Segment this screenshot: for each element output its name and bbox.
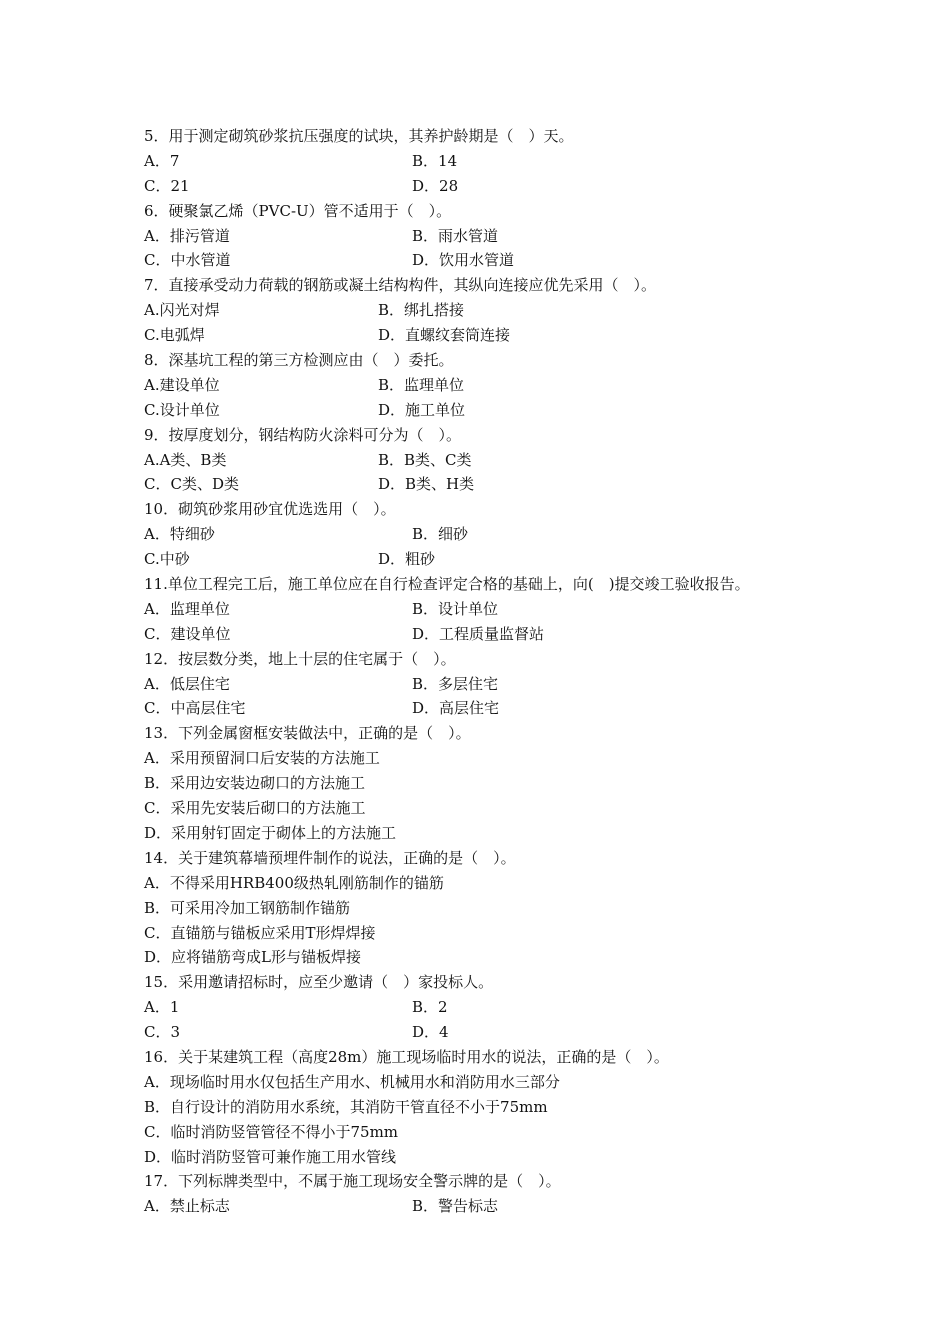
answer-option: D．高层住宅 [412, 699, 500, 718]
answer-option: B．细砂 [412, 525, 469, 544]
answer-option: D．施工单位 [378, 400, 466, 419]
answer-option: B．14 [412, 151, 458, 170]
question-stem: 12．按层数分类，地上十层的住宅属于（ ）。 [144, 649, 456, 668]
answer-option: A．低层住宅 [144, 674, 230, 693]
answer-option: B．可采用冷加工钢筋制作锚筋 [144, 898, 351, 917]
answer-option: B．监理单位 [378, 375, 465, 394]
question-stem: 10．砌筑砂浆用砂宜优选选用（ ）。 [144, 500, 396, 519]
answer-option-row [144, 174, 844, 199]
answer-option: A．监理单位 [144, 599, 230, 618]
answer-option-row [144, 224, 844, 249]
answer-option-row [144, 921, 844, 946]
answer-option: A．7 [144, 151, 180, 170]
question-stem: 6．硬聚氯乙烯（PVC-U）管不适用于（ ）。 [144, 201, 452, 220]
question-stem: 11.单位工程完工后，施工单位应在自行检查评定合格的基础上，向( )提交竣工验收报告。 [144, 575, 750, 594]
question-stem: 17．下列标牌类型中，不属于施工现场安全警示牌的是（ ）。 [144, 1172, 561, 1191]
answer-option: B．采用边安装边砌口的方法施工 [144, 774, 366, 793]
question-stem: 7．直接承受动力荷载的钢筋或凝土结构构件，其纵向连接应优先采用（ ）。 [144, 276, 657, 295]
answer-option-row [144, 1145, 844, 1170]
answer-option-row [144, 771, 844, 796]
answer-option-row [144, 1020, 844, 1045]
answer-option-row [144, 398, 844, 423]
answer-option-row [144, 995, 844, 1020]
answer-option: D．28 [412, 176, 459, 195]
answer-option: C．21 [144, 176, 190, 195]
answer-option: B．多层住宅 [412, 674, 499, 693]
answer-option: C.设计单位 [144, 400, 220, 419]
answer-option-row [144, 896, 844, 921]
answer-option-row [144, 298, 844, 323]
answer-option-row [144, 945, 844, 970]
answer-option-row [144, 821, 844, 846]
answer-option-row [144, 597, 844, 622]
answer-option: D．临时消防竖管可兼作施工用水管线 [144, 1147, 397, 1166]
answer-option: C．直锚筋与锚板应采用T形焊焊接 [144, 923, 376, 942]
answer-option-row [144, 1194, 844, 1219]
answer-option: A.闪光对焊 [144, 301, 220, 320]
answer-option-row [144, 547, 844, 572]
question-list [144, 124, 844, 1219]
answer-option: A．采用预留洞口后安装的方法施工 [144, 749, 380, 768]
answer-option: D．采用射钉固定于砌体上的方法施工 [144, 823, 397, 842]
answer-option: A．现场临时用水仅包括生产用水、机械用水和消防用水三部分 [144, 1072, 560, 1091]
answer-option-row [144, 1120, 844, 1145]
answer-option: A．不得采用HRB400级热轧刚筋制作的锚筋 [144, 873, 444, 892]
answer-option: B．B类、C类 [378, 450, 472, 469]
answer-option-row [144, 871, 844, 896]
answer-option-row [144, 522, 844, 547]
answer-option: C．C类、D类 [144, 475, 239, 494]
answer-option: D．直螺纹套筒连接 [378, 326, 511, 345]
answer-option-row [144, 796, 844, 821]
answer-option-row [144, 149, 844, 174]
answer-option: A．禁止标志 [144, 1197, 230, 1216]
answer-option: C．建设单位 [144, 624, 231, 643]
answer-option-row [144, 622, 844, 647]
answer-option-row [144, 323, 844, 348]
answer-option-row [144, 696, 844, 721]
answer-option: D．饮用水管道 [412, 251, 515, 270]
answer-option: C.电弧焊 [144, 326, 205, 345]
answer-option: B．2 [412, 998, 448, 1017]
answer-option-row [144, 472, 844, 497]
answer-option-row [144, 1070, 844, 1095]
answer-option: D．B类、H类 [378, 475, 475, 494]
answer-option: B．自行设计的消防用水系统，其消防干管直径不小于75mm [144, 1097, 548, 1116]
answer-option-row [144, 746, 844, 771]
answer-option: D．粗砂 [378, 550, 436, 569]
answer-option-row [144, 1095, 844, 1120]
answer-option: C．中水管道 [144, 251, 231, 270]
answer-option: D．4 [412, 1023, 449, 1042]
answer-option: A.A类、B类 [144, 450, 227, 469]
question-stem: 9．按厚度划分，钢结构防火涂料可分为（ ）。 [144, 425, 462, 444]
answer-option: B．雨水管道 [412, 226, 499, 245]
question-stem: 15．采用邀请招标时，应至少邀请（ ）家投标人。 [144, 973, 494, 992]
answer-option: D．工程质量监督站 [412, 624, 545, 643]
answer-option: B．绑扎搭接 [378, 301, 465, 320]
answer-option: A．1 [144, 998, 180, 1017]
answer-option-row [144, 448, 844, 473]
question-stem: 14．关于建筑幕墙预埋件制作的说法，正确的是（ ）。 [144, 848, 516, 867]
answer-option: B．设计单位 [412, 599, 499, 618]
answer-option: A.建设单位 [144, 375, 220, 394]
question-stem: 13．下列金属窗框安装做法中，正确的是（ ）。 [144, 724, 471, 743]
answer-option: C．3 [144, 1023, 181, 1042]
answer-option: C．中高层住宅 [144, 699, 246, 718]
answer-option-row [144, 373, 844, 398]
answer-option: A．排污管道 [144, 226, 230, 245]
answer-option: C．采用先安装后砌口的方法施工 [144, 799, 366, 818]
answer-option: C．临时消防竖管管径不得小于75mm [144, 1122, 399, 1141]
answer-option: B．警告标志 [412, 1197, 499, 1216]
question-stem: 16．关于某建筑工程（高度28m）施工现场临时用水的说法，正确的是（ ）。 [144, 1047, 669, 1066]
question-stem: 8．深基坑工程的第三方检测应由（ ）委托。 [144, 351, 454, 370]
answer-option: A．特细砂 [144, 525, 215, 544]
answer-option: D．应将锚筋弯成L形与锚板焊接 [144, 948, 361, 967]
answer-option-row [144, 248, 844, 273]
answer-option-row [144, 672, 844, 697]
answer-option: C.中砂 [144, 550, 190, 569]
question-stem: 5．用于测定砌筑砂浆抗压强度的试块，其养护龄期是（ ）天。 [144, 127, 574, 145]
